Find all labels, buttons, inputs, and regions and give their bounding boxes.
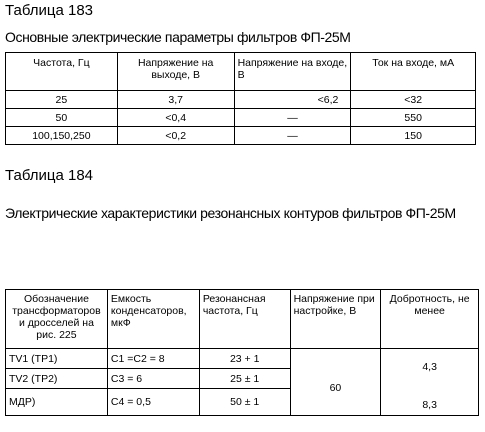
header-cell: Добротность, не менее [381,290,479,349]
table-cell: <0,4 [117,109,234,127]
header-cell: Напряжение на выходе, В [117,53,234,91]
table-cell: <6,2 [234,91,351,109]
table-183 [5,52,476,145]
q-factor-cell [381,349,479,416]
table-row [6,109,476,127]
table-cell: — [234,127,351,145]
table-184-title: Электрические характеристики резонансных контуров фильтров ФП-25М [5,205,456,221]
header-cell: Емкость конденсаторов, мкФ [107,290,199,349]
table-cell: C1 =C2 = 8 [107,349,199,369]
table-cell: МДР) [6,389,108,416]
table-row [6,91,476,109]
table-row [6,349,479,369]
table-cell: C3 = 6 [107,369,199,389]
table-cell: 23 + 1 [199,349,290,369]
table-cell: 25 ± 1 [199,369,290,389]
q-value: 4,3 [422,361,437,373]
voltage-cell: 60 [290,349,381,416]
table-cell: <32 [351,91,476,109]
table-header-row [6,53,476,91]
header-cell: Ток на входе, мА [351,53,476,91]
table-cell: 50 [6,109,118,127]
table-cell: 25 [6,91,118,109]
header-cell: Резонансная частота, Гц [199,290,290,349]
header-cell: Напряжение на входе, В [234,53,351,91]
table-cell: C4 = 0,5 [107,389,199,416]
header-cell: Напряжение при настройке, В [290,290,381,349]
table-184-caption: Таблица 184 [5,167,94,184]
header-cell: Частота, Гц [6,53,118,91]
table-cell: 50 ± 1 [199,389,290,416]
table-cell: — [234,109,351,127]
table-cell: TV2 (TP2) [6,369,108,389]
table-cell: 550 [351,109,476,127]
table-header-row [6,290,479,349]
q-value: 8,3 [422,399,437,411]
table-cell: 100,150,250 [6,127,118,145]
table-cell: 3,7 [117,91,234,109]
table-cell: <0,2 [117,127,234,145]
table-cell: 150 [351,127,476,145]
table-184 [5,289,479,416]
header-cell: Обозначение трансформаторов и дросселей на рис. 225 [6,290,108,349]
table-183-caption: Таблица 183 [5,2,94,19]
table-row [6,127,476,145]
table-183-title: Основные электрические параметры фильтров ФП-25М [5,29,351,45]
table-cell: TV1 (TP1) [6,349,108,369]
